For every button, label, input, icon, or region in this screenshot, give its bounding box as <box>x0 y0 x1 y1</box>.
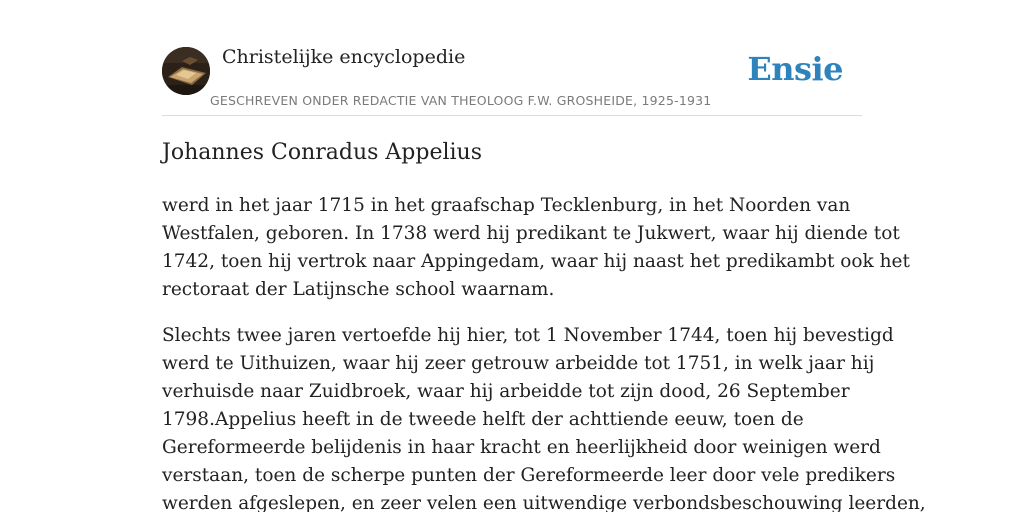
site-avatar[interactable] <box>162 47 210 95</box>
article-paragraph <box>162 322 926 512</box>
paragraph-line: Westfalen, geboren. In 1738 werd hij predikant te Jukwert, waar hij diende tot <box>162 223 900 244</box>
paragraph-line: rectoraat der Latijnsche school waarnam. <box>162 279 555 300</box>
paragraph-line: Gereformeerde belijdenis in haar kracht en heerlijkheid door weinigen werd <box>162 437 881 458</box>
article-paragraph <box>162 192 910 304</box>
paragraph-line: verstaan, toen de scherpe punten der Gereformeerde leer door vele predikers <box>162 465 896 486</box>
brand-logo[interactable]: Ensie <box>747 50 843 88</box>
paragraph-line: 1742, toen hij vertrok naar Appingedam, waar hij naast het predikambt ook het <box>162 251 910 272</box>
site-subtitle: GESCHREVEN ONDER REDACTIE VAN THEOLOOG F.W. GROSHEIDE, 1925-1931 <box>210 93 712 108</box>
article-body <box>162 192 926 512</box>
paragraph-line: werd te Uithuizen, waar hij zeer getrouw arbeidde tot 1751, in welk jaar hij <box>162 353 875 374</box>
paragraph-line: 1798.Appelius heeft in de tweede helft der achttiende eeuw, toen de <box>162 409 804 430</box>
header-divider <box>162 115 862 116</box>
book-photo-icon <box>162 47 210 95</box>
site-header <box>162 44 862 116</box>
paragraph-line: Slechts twee jaren vertoefde hij hier, tot 1 November 1744, toen hij bevestigd <box>162 325 894 346</box>
site-title[interactable]: Christelijke encyclopedie <box>222 46 466 68</box>
paragraph-line: verhuisde naar Zuidbroek, waar hij arbeidde tot zijn dood, 26 September <box>162 381 850 402</box>
article-title: Johannes Conradus Appelius <box>162 140 483 165</box>
paragraph-line: werd in het jaar 1715 in het graafschap Tecklenburg, in het Noorden van <box>162 195 851 216</box>
paragraph-line: werden afgeslepen, en zeer velen een uitwendige verbondsbeschouwing leerden, <box>162 493 926 512</box>
